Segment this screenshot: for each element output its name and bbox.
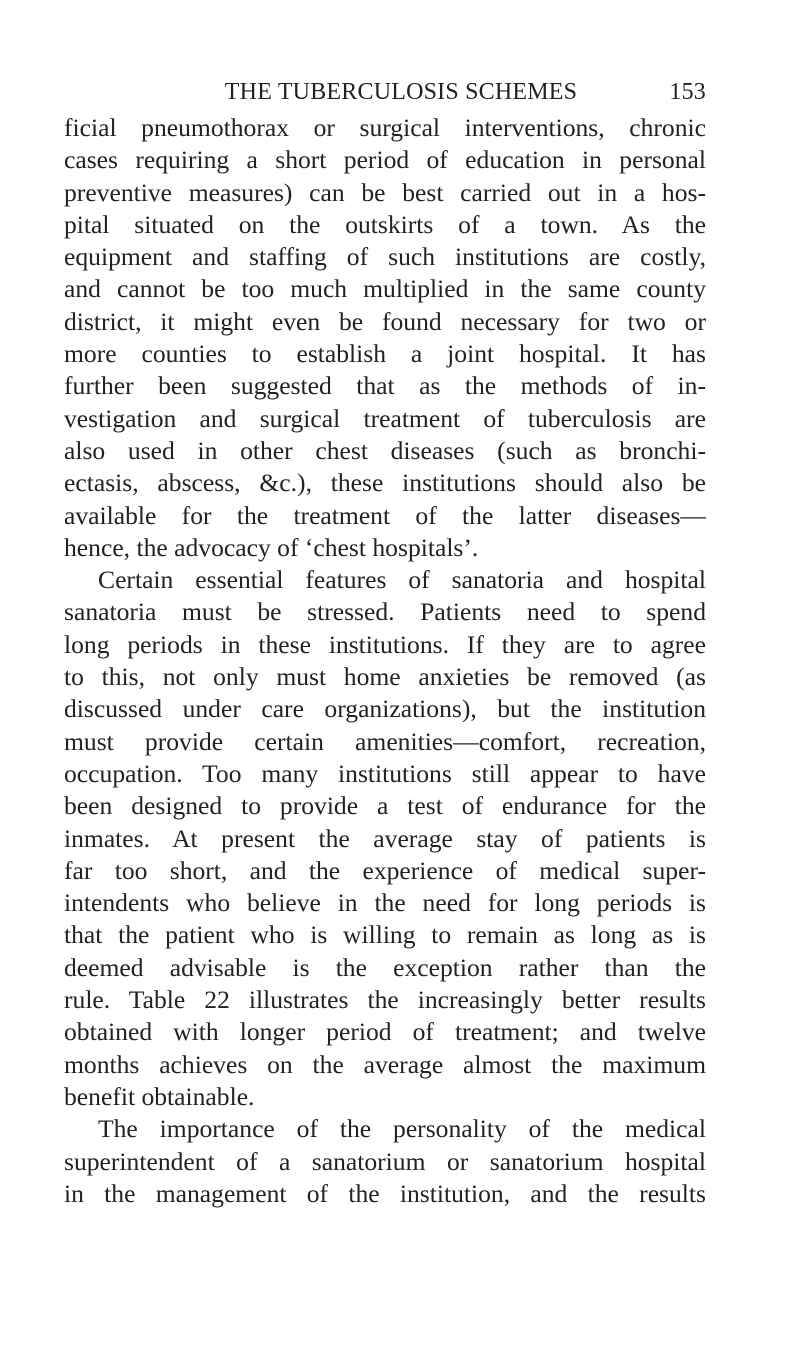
text-line: ectasis, abscess, &c.), these institutions should also be	[64, 468, 706, 498]
text-line: months achieves on the average almost the maximum	[64, 1049, 706, 1079]
text-line: occupation. Too many institutions still appear to have	[64, 758, 706, 788]
text-line: cases requiring a short period of education in personal	[64, 145, 706, 175]
text-line: preventive measures) can be best carried out in a hos-	[64, 177, 706, 207]
text-line: rule. Table 22 illustrates the increasingly better results	[64, 985, 706, 1015]
text-line: intendents who believe in the need for long periods is	[64, 888, 706, 918]
text-line: benefit obtainable.	[64, 1081, 255, 1111]
text-line: long periods in these institutions. If they are to agree	[64, 629, 706, 659]
text-line: deemed advisable is the exception rather than the	[64, 952, 706, 982]
running-head	[64, 74, 706, 110]
text-line: superintendent of a sanatorium or sanatorium hospital	[64, 1146, 706, 1176]
page-number: 153	[669, 79, 706, 105]
paragraph-start-line: The importance of the personality of the medical	[98, 1114, 706, 1144]
text-line: hence, the advocacy of ‘chest hospitals’.	[64, 532, 479, 562]
text-line: available for the treatment of the latter diseases—	[64, 500, 706, 530]
text-line: ficial pneumothorax or surgical interventions, chronic	[64, 113, 706, 142]
text-line: more counties to establish a joint hospital. It has	[64, 339, 706, 369]
text-line: in the management of the institution, and the results	[64, 1178, 706, 1208]
text-line: obtained with longer period of treatment; and twelve	[64, 1017, 706, 1047]
text-line: pital situated on the outskirts of a town. As the	[64, 209, 706, 239]
text-line: vestigation and surgical treatment of tuberculosis are	[64, 403, 706, 433]
text-line: to this, not only must home anxieties be removed (as	[64, 662, 706, 692]
paragraph-start-line: Certain essential features of sanatoria and hospital	[98, 565, 706, 595]
body-text	[64, 112, 706, 1210]
text-line: been designed to provide a test of endurance for the	[64, 791, 706, 821]
text-line: inmates. At present the average stay of patients is	[64, 823, 706, 853]
text-line: further been suggested that as the methods of in-	[64, 371, 706, 401]
text-line: must provide certain amenities—comfort, recreation,	[64, 726, 706, 756]
text-line: discussed under care organizations), but the institution	[64, 694, 706, 724]
text-line: that the patient who is willing to remain as long as is	[64, 920, 706, 950]
text-line: equipment and staffing of such institutions are costly,	[64, 242, 706, 272]
text-line: district, it might even be found necessary for two or	[64, 306, 706, 336]
text-line: and cannot be too much multiplied in the same county	[64, 274, 706, 304]
running-title: THE TUBERCULOSIS SCHEMES	[224, 79, 578, 105]
text-line: far too short, and the experience of medical super-	[64, 855, 706, 885]
text-line: sanatoria must be stressed. Patients need to spend	[64, 597, 706, 627]
text-line: also used in other chest diseases (such as bronchi-	[64, 435, 706, 465]
